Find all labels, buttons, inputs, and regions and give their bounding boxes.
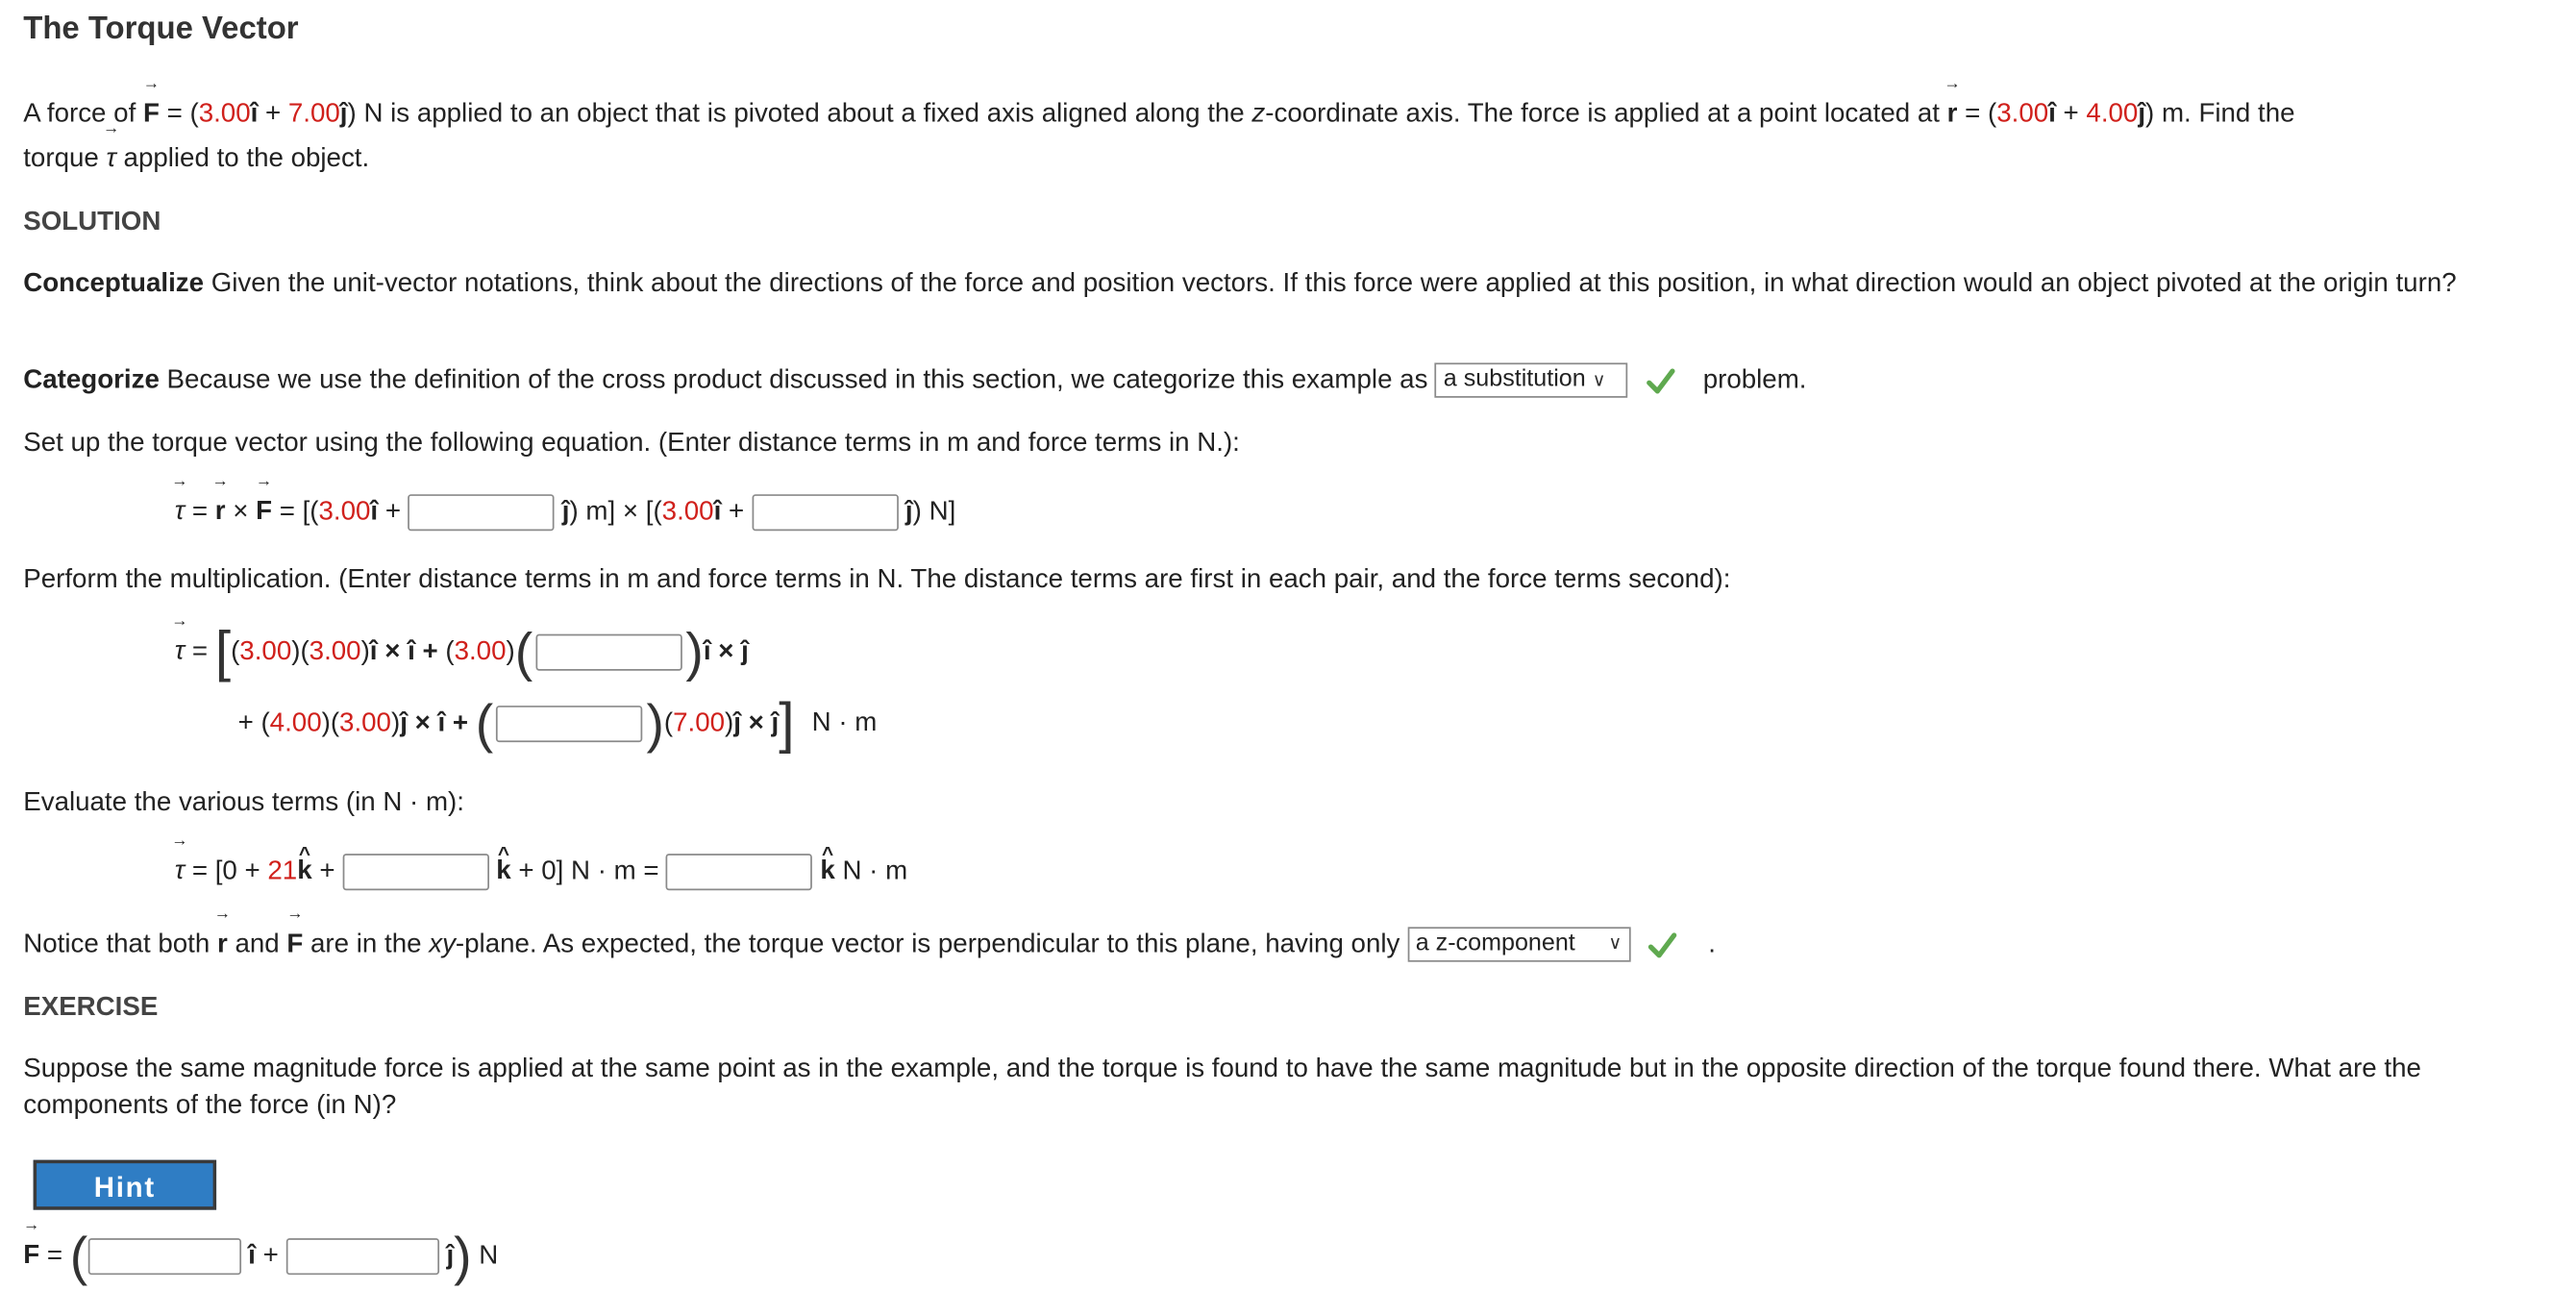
setup-equation <box>175 494 955 531</box>
unit-label: N · m <box>834 857 908 886</box>
text: and <box>227 930 287 959</box>
multiply-text: Perform the multiplication. (Enter distance terms in m and force terms in N. The distance terms are first in each pair, and the force terms second): <box>23 565 1731 595</box>
setup-distance-j-input[interactable] <box>409 494 555 531</box>
solution-heading: SOLUTION <box>23 208 161 236</box>
left-paren: ( <box>514 622 533 682</box>
exercise-heading: EXERCISE <box>23 993 159 1023</box>
conceptualize-label: Conceptualize <box>23 269 205 298</box>
term-value: 4.00 <box>269 708 322 738</box>
text: ) N] <box>912 498 956 527</box>
component-select[interactable] <box>1407 928 1630 962</box>
select-value: a z-component <box>1415 930 1575 957</box>
f-symbol: → F <box>256 495 272 532</box>
right-paren: ) <box>454 1226 472 1287</box>
r-symbol: → r <box>215 495 226 532</box>
position-j-value: 4.00 <box>2086 99 2139 129</box>
j-hat: ĵ <box>2138 99 2146 129</box>
evaluate-total-input[interactable] <box>666 854 812 890</box>
position-vector-symbol: → r <box>1947 96 1958 133</box>
left-paren: ( <box>69 1226 88 1287</box>
k-hat: ^ k <box>820 855 834 891</box>
chevron-down-icon: ∨ <box>1592 371 1606 392</box>
problem-line-1 <box>23 96 2294 133</box>
term-value: 3.00 <box>454 637 507 666</box>
answer-force-i-input[interactable] <box>87 1238 240 1275</box>
evaluate-text: Evaluate the various terms (in N · m): <box>23 788 464 818</box>
force-vector-symbol: → F <box>143 96 160 133</box>
f-symbol: → F <box>23 1238 39 1275</box>
select-value: a substitution <box>1443 366 1586 394</box>
categorize-text: Because we use the definition of the cross product discussed in this section, we categorize this example as <box>159 365 1436 395</box>
j-hat: ĵ <box>446 1241 455 1271</box>
j-hat: ĵ <box>904 498 913 527</box>
answer-force-j-input[interactable] <box>285 1238 438 1275</box>
multiply-equation-row-2: + (4.00)(3.00)ĵ × î + ( )(7.00)ĵ × ĵ] N · m <box>237 692 878 757</box>
unit-product: î × î + <box>369 637 446 666</box>
evaluate-term-input[interactable] <box>342 854 488 890</box>
text: + <box>378 498 409 527</box>
text: = <box>185 637 215 666</box>
unit-product: ĵ × ĵ <box>733 708 780 738</box>
unit-label: N <box>471 1241 499 1271</box>
text: + <box>258 99 288 129</box>
k-hat: ^ k <box>297 855 311 891</box>
evaluate-equation <box>175 854 907 890</box>
text: . <box>1708 930 1716 959</box>
categorize-line <box>23 362 1806 399</box>
i-hat: î <box>248 1241 256 1271</box>
left-bracket: [ <box>214 620 232 684</box>
text: -coordinate axis. The force is applied at a point located at <box>1265 99 1947 129</box>
torque-vector-symbol: → τ <box>106 141 115 178</box>
check-icon <box>1646 367 1675 394</box>
force-i-value: 3.00 <box>198 99 251 129</box>
torque-symbol: → τ <box>175 634 185 671</box>
k-hat: ^ k <box>496 855 510 891</box>
chevron-down-icon: ∨ <box>1608 933 1622 955</box>
text: ) N is applied to an object that is pivoted about a fixed axis aligned along the <box>347 99 1252 129</box>
xy-italic: xy <box>429 930 456 959</box>
right-paren: ) <box>685 622 704 682</box>
setup-value: 3.00 <box>661 498 714 527</box>
text: ) m. Find the <box>2145 99 2295 129</box>
right-paren: ) <box>646 693 664 755</box>
term-value: 7.00 <box>673 708 726 738</box>
force-j-value: 7.00 <box>287 99 340 129</box>
multiply-equation-row-1: → τ = [(3.00)(3.00)î × î + (3.00)( )î × ĵ <box>175 634 749 671</box>
j-hat: ĵ <box>339 99 348 129</box>
term-value: 3.00 <box>239 637 292 666</box>
problem-line-2 <box>23 141 369 178</box>
text: + <box>721 498 752 527</box>
text: are in the <box>303 930 430 959</box>
setup-value: 3.00 <box>318 498 371 527</box>
position-i-value: 3.00 <box>1996 99 2049 129</box>
text: torque <box>23 144 107 174</box>
i-hat: î <box>713 498 722 527</box>
i-hat: î <box>2048 99 2056 129</box>
categorize-select[interactable] <box>1435 363 1628 398</box>
conceptualize-paragraph <box>23 266 2561 303</box>
i-hat: î <box>250 99 259 129</box>
text: = <box>185 498 215 527</box>
exercise-text: Suppose the same magnitude force is applied at the same point as in the example, and the torque is found to have the same magnitude but in the opposite direction of the torque found there. What are the components of the force (in N)? <box>23 1054 2421 1121</box>
unit-product: î × ĵ <box>703 637 749 666</box>
text: = [0 + <box>185 857 268 886</box>
j-hat: ĵ <box>561 498 570 527</box>
torque-symbol: → τ <box>175 495 185 532</box>
text: = <box>39 1241 70 1271</box>
unit-label: N · m <box>811 708 878 738</box>
term-value: 3.00 <box>339 708 391 738</box>
setup-force-j-input[interactable] <box>752 494 898 531</box>
answer-equation <box>23 1226 499 1287</box>
text: + 0] N · m = <box>510 857 667 886</box>
torque-symbol: → τ <box>175 855 185 891</box>
text: + <box>2055 99 2087 129</box>
term-value: 3.00 <box>309 637 361 666</box>
unit-product: ĵ × î + <box>400 708 476 738</box>
categorize-label: Categorize <box>23 365 160 395</box>
conceptualize-text: Given the unit-vector notations, think about the directions of the force and position vectors. If this force were applied at this position, in what direction would an object pivoted at the origin turn? <box>204 269 2457 298</box>
text: applied to the object. <box>115 144 370 174</box>
text: = ( <box>1957 99 1997 129</box>
setup-text: Set up the torque vector using the following equation. (Enter distance terms in m and force terms in N.): <box>23 429 1240 459</box>
check-icon <box>1647 931 1677 958</box>
k-value: 21 <box>267 857 298 886</box>
text: = ( <box>159 99 199 129</box>
left-paren: ( <box>475 693 494 755</box>
z-italic: z <box>1251 99 1266 129</box>
categorize-after: problem. <box>1702 365 1807 395</box>
text: Notice that both <box>23 930 217 959</box>
page-title: The Torque Vector <box>23 12 299 47</box>
text: + <box>255 1241 286 1271</box>
i-hat: î <box>370 498 379 527</box>
multiply-distance-input-2[interactable] <box>497 706 643 742</box>
text: A force of <box>23 99 143 129</box>
text: -plane. As expected, the torque vector is perpendicular to this plane, having only <box>455 930 1408 959</box>
text: ) m] × [( <box>569 498 662 527</box>
r-symbol: → r <box>217 927 228 963</box>
hint-button[interactable]: Hint <box>34 1160 216 1210</box>
text: × <box>225 498 257 527</box>
text: + <box>237 708 261 738</box>
right-bracket: ] <box>779 692 795 757</box>
f-symbol: → F <box>286 927 303 963</box>
notice-line <box>23 927 1716 963</box>
text: + <box>311 857 343 886</box>
text: = [( <box>272 498 319 527</box>
multiply-force-input-1[interactable] <box>536 634 682 671</box>
